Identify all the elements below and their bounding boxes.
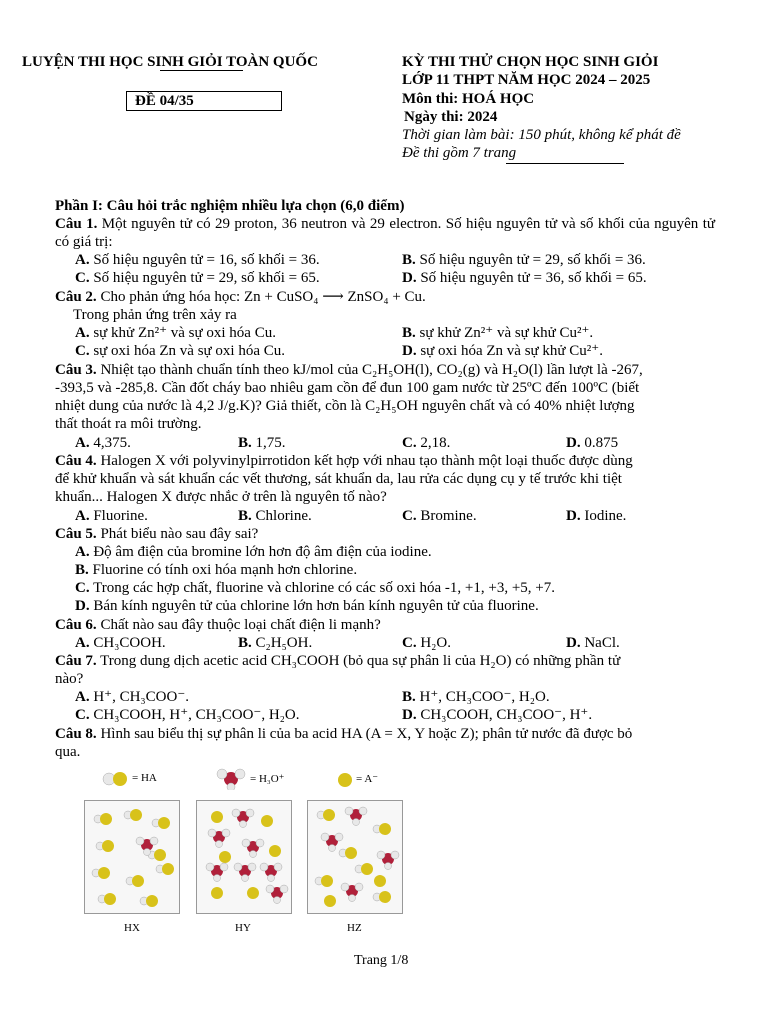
option-text: Số hiệu nguyên tử = 29, số khối = 65. <box>93 270 320 286</box>
q1-option-c[interactable] <box>75 269 320 287</box>
question-7-line2: nào? <box>55 671 84 687</box>
question-6-label: Câu 6. <box>55 617 97 633</box>
q5-option-d[interactable] <box>75 597 539 615</box>
option-letter: A. <box>75 544 90 560</box>
label-hy: HY <box>235 922 251 934</box>
option-text: CH₃COOH. <box>93 635 166 651</box>
q4-option-a[interactable] <box>75 507 148 525</box>
option-letter: C. <box>75 707 90 723</box>
option-text: C₂H₅OH. <box>255 635 313 651</box>
question-4 <box>55 452 715 470</box>
option-text: Độ âm điện của bromine lớn hơn độ âm điện của iodine. <box>93 544 432 560</box>
option-text: 4,375. <box>93 435 131 451</box>
q5-option-a[interactable] <box>75 543 432 561</box>
exam-title-line2: LỚP 11 THPT NĂM HỌC 2024 – 2025 <box>402 72 651 88</box>
question-3-line4: thất thoát ra môi trường. <box>55 416 202 432</box>
panel-hx <box>84 800 180 914</box>
q1-option-a[interactable] <box>75 251 320 269</box>
option-letter: D. <box>566 435 581 451</box>
question-3-line2: -393,5 và -285,8. Cần đốt cháy bao nhiêu gam cồn để đun 100 gam nước từ 25ºC đến 100ºC (biết <box>55 380 640 396</box>
q6-option-d[interactable] <box>566 634 620 652</box>
option-letter: D. <box>402 707 417 723</box>
option-letter: D. <box>402 343 417 359</box>
option-text: H₂O. <box>420 635 451 651</box>
option-text: 1,75. <box>255 435 286 451</box>
option-letter: B. <box>238 508 252 524</box>
option-letter: A. <box>75 508 90 524</box>
q3-option-c[interactable] <box>402 434 450 452</box>
question-1-text: Một nguyên tử có 29 proton, 36 neutron và 29 electron. Số hiệu nguyên tử và số khối của nguyên tử có giá trị: <box>55 216 715 250</box>
q2-option-d[interactable] <box>402 342 603 360</box>
option-letter: B. <box>402 689 416 705</box>
question-3 <box>55 361 715 379</box>
anion-icon <box>336 771 354 789</box>
page-number: Trang 1/8 <box>354 953 409 968</box>
hydronium-icon <box>213 766 249 790</box>
question-8-line1: Hình sau biểu thị sự phân li của ba acid HA (A = X, Y hoặc Z); phân tử nước đã được bỏ <box>100 726 633 742</box>
exam-pages: Đề thi gồm 7 trang <box>402 145 517 161</box>
option-letter: C. <box>402 508 417 524</box>
panel-hy <box>196 800 292 914</box>
option-letter: A. <box>75 325 90 341</box>
q1-option-b[interactable] <box>402 251 646 269</box>
option-text: Số hiệu nguyên tử = 16, số khối = 36. <box>93 252 320 268</box>
question-2-text2: Trong phản ứng trên xảy ra <box>73 307 237 323</box>
option-text: CH₃COOH, H⁺, CH₃COO⁻, H₂O. <box>93 707 300 723</box>
option-text: 0.875 <box>584 435 619 451</box>
option-letter: B. <box>238 635 252 651</box>
header-rule <box>506 163 624 164</box>
question-7 <box>55 652 715 670</box>
q2-option-c[interactable] <box>75 342 285 360</box>
exam-subject: Môn thi: HOÁ HỌC <box>402 91 535 107</box>
option-letter: A. <box>75 252 90 268</box>
panel-hz <box>307 800 403 914</box>
option-text: Chlorine. <box>255 508 312 524</box>
left-title: LUYỆN THI HỌC SINH GIỎI TOÀN QUỐC <box>22 54 318 70</box>
option-text: CH₃COOH, CH₃COO⁻, H⁺. <box>420 707 593 723</box>
exam-title-line1: KỲ THI THỬ CHỌN HỌC SINH GIỎI <box>402 54 659 70</box>
q5-option-c[interactable] <box>75 579 555 597</box>
option-text: sự oxi hóa Zn và sự khử Cu²⁺. <box>420 343 603 359</box>
option-letter: A. <box>75 435 90 451</box>
q5-option-b[interactable] <box>75 561 357 579</box>
q6-option-a[interactable] <box>75 634 166 652</box>
panel-hy-drawing <box>197 801 291 913</box>
option-letter: B. <box>75 562 89 578</box>
q2-option-b[interactable] <box>402 324 593 342</box>
q2-option-a[interactable] <box>75 324 276 342</box>
q1-option-d[interactable] <box>402 269 647 287</box>
option-letter: C. <box>75 270 90 286</box>
question-5-label: Câu 5. <box>55 526 97 542</box>
option-text: 2,18. <box>420 435 451 451</box>
question-5 <box>55 525 715 543</box>
option-letter: C. <box>402 635 417 651</box>
option-text: sự oxi hóa Zn và sự oxi hóa Cu. <box>93 343 286 359</box>
option-text: Số hiệu nguyên tử = 36, số khối = 65. <box>420 270 647 286</box>
q7-option-c[interactable] <box>75 706 299 724</box>
question-8-label: Câu 8. <box>55 726 97 742</box>
option-letter: A. <box>75 635 90 651</box>
question-1 <box>55 215 715 251</box>
legend-a: = A⁻ <box>356 773 379 785</box>
question-1-label: Câu 1. <box>55 216 98 232</box>
option-text: H⁺, CH₃COO⁻, H₂O. <box>419 689 550 705</box>
label-hx: HX <box>124 922 140 934</box>
option-text: Số hiệu nguyên tử = 29, số khối = 36. <box>419 252 646 268</box>
option-letter: C. <box>402 435 417 451</box>
exam-time: Thời gian làm bài: 150 phút, không kể phát đề <box>402 127 681 143</box>
option-letter: D. <box>402 270 417 286</box>
q6-option-b[interactable] <box>238 634 312 652</box>
q3-option-a[interactable] <box>75 434 131 452</box>
question-2 <box>55 288 715 306</box>
q4-option-b[interactable] <box>238 507 312 525</box>
panel-hz-drawing <box>308 801 402 913</box>
legend-ha: = HA <box>132 772 157 784</box>
exam-code-box <box>126 91 282 111</box>
question-7-line1: Trong dung dịch acetic acid CH₃COOH (bỏ qua sự phân li của H₂O) có những phần tử <box>100 653 621 669</box>
question-7-label: Câu 7. <box>55 653 97 669</box>
option-text: sự khử Zn²⁺ và sự khử Cu²⁺. <box>419 325 594 341</box>
option-text: Bromine. <box>420 508 477 524</box>
question-3-label: Câu 3. <box>55 362 97 378</box>
question-4-label: Câu 4. <box>55 453 97 469</box>
q7-option-a[interactable] <box>75 688 189 706</box>
option-letter: C. <box>75 580 90 596</box>
question-8-line2: qua. <box>55 744 81 760</box>
q4-option-d[interactable] <box>566 507 626 525</box>
section-title: Phần I: Câu hỏi trắc nghiệm nhiều lựa chọn (6,0 điểm) <box>55 198 405 214</box>
question-6-text: Chất nào sau đây thuộc loại chất điện li mạnh? <box>100 617 381 633</box>
option-text: Fluorine. <box>93 508 148 524</box>
ha-molecule-icon <box>100 770 132 788</box>
option-text: Trong các hợp chất, fluorine và chlorine có các số oxi hóa -1, +1, +3, +5, +7. <box>93 580 556 596</box>
question-3-line1: Nhiệt tạo thành chuẩn tính theo kJ/mol của C₂H₅OH(l), CO₂(g) và H₂O(l) lần lượt là -267, <box>100 362 643 378</box>
q6-option-c[interactable] <box>402 634 451 652</box>
question-4-line2: để khử khuẩn và sát khuẩn các vết thương, sát khuẩn da, lau rửa các dụng cụ y tế trước khi tiệt <box>55 471 622 487</box>
option-letter: B. <box>238 435 252 451</box>
option-letter: D. <box>566 508 581 524</box>
question-4-line1: Halogen X với polyvinylpirrotidon kết hợp với nhau tạo thành một loại thuốc được dùng <box>100 453 633 469</box>
option-text: Fluorine có tính oxi hóa mạnh hơn chlorine. <box>92 562 358 578</box>
option-letter: D. <box>75 598 90 614</box>
option-text: NaCl. <box>584 635 620 651</box>
q3-option-b[interactable] <box>238 434 286 452</box>
legend-h3o: = H₃O⁺ <box>250 773 285 785</box>
option-letter: B. <box>402 325 416 341</box>
title-underline <box>160 70 243 71</box>
option-text: Bán kính nguyên tử của chlorine lớn hơn bán kính nguyên tử của fluorine. <box>93 598 539 614</box>
question-4-line3: khuẩn... Halogen X được nhắc ở trên là nguyên tố nào? <box>55 489 387 505</box>
question-5-text: Phát biểu nào sau đây sai? <box>100 526 259 542</box>
option-text: sự khử Zn²⁺ và sự oxi hóa Cu. <box>93 325 276 341</box>
question-8 <box>55 725 715 743</box>
q3-option-d[interactable] <box>566 434 618 452</box>
panel-hx-drawing <box>85 801 179 913</box>
question-2-label: Câu 2. <box>55 289 97 305</box>
option-letter: A. <box>75 689 90 705</box>
option-letter: D. <box>566 635 581 651</box>
q7-option-d[interactable] <box>402 706 592 724</box>
question-2-text: Cho phản ứng hóa học: Zn + CuSO₄ ⟶ ZnSO₄ + Cu. <box>100 289 426 305</box>
option-text: H⁺, CH₃COO⁻. <box>93 689 189 705</box>
question-3-line3: nhiệt dung của nước là 4,2 J/g.K)? Giả thiết, cồn là C₂H₅OH nguyên chất và có 40% nhiệt lượng <box>55 398 635 414</box>
q7-option-b[interactable] <box>402 688 550 706</box>
option-text: Iodine. <box>584 508 627 524</box>
exam-date: Ngày thi: 2024 <box>404 109 498 125</box>
question-6 <box>55 616 715 634</box>
q4-option-c[interactable] <box>402 507 477 525</box>
exam-code: ĐỀ 04/35 <box>135 93 194 109</box>
option-letter: B. <box>402 252 416 268</box>
label-hz: HZ <box>347 922 362 934</box>
option-letter: C. <box>75 343 90 359</box>
